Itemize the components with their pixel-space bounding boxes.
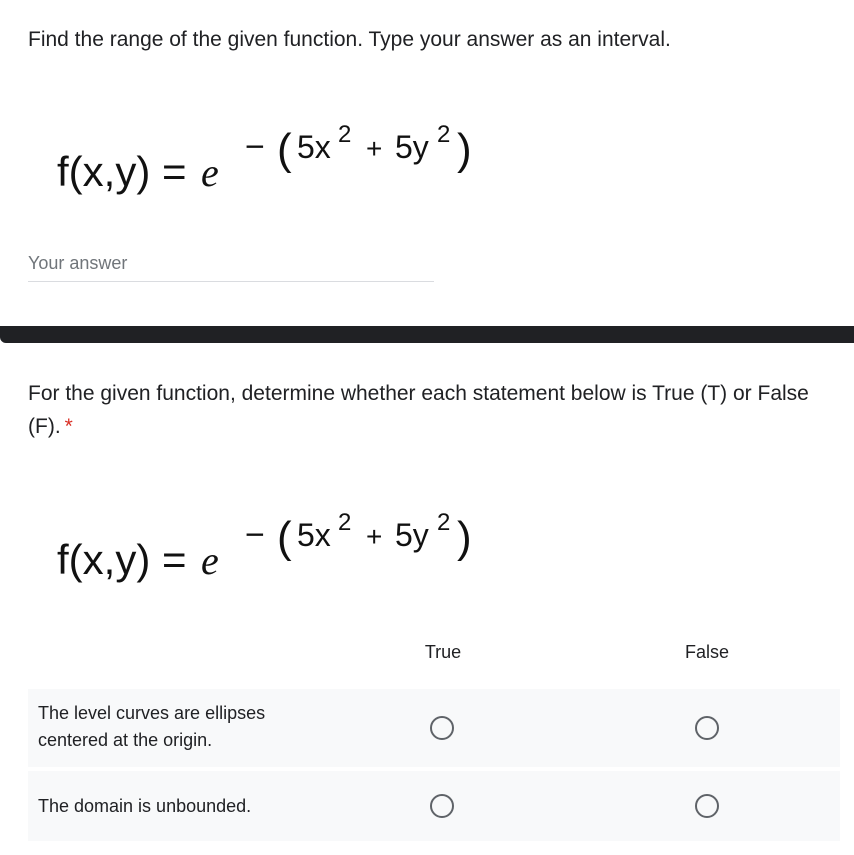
- function-formula-image: [55, 108, 495, 208]
- question-title-true-false: [28, 377, 828, 443]
- formula-exp-open: (: [277, 125, 292, 174]
- formula2-term1: 5x: [297, 517, 331, 553]
- formula-base: e: [201, 150, 219, 195]
- formula2-exp-close: ): [457, 513, 472, 562]
- formula2-exp-open: (: [277, 513, 292, 562]
- required-asterisk: *: [64, 415, 73, 438]
- row-label: The domain is unbounded.: [38, 796, 252, 816]
- formula2-term1-power: 2: [338, 509, 352, 536]
- formula2-term2-power: 2: [437, 509, 451, 536]
- formula-exponent-sign: −: [245, 128, 265, 166]
- column-header-true: True: [424, 642, 462, 662]
- radio-row1-true[interactable]: [430, 716, 454, 740]
- formula-lhs: f(x,y) =: [57, 148, 187, 195]
- column-header-false: False: [684, 642, 729, 662]
- formula-term1: 5x: [297, 129, 331, 165]
- formula-plus: +: [366, 133, 383, 164]
- formula-term2: 5y: [395, 129, 429, 165]
- radio-row1-false[interactable]: [695, 716, 719, 740]
- section-divider: [0, 326, 854, 343]
- formula2-term2: 5y: [395, 517, 429, 553]
- row-label: The level curves are ellipses centered at the origin.: [38, 703, 266, 750]
- question-card-range: [0, 0, 854, 326]
- formula2-exponent-sign: −: [245, 516, 265, 554]
- formula-svg: [55, 108, 495, 208]
- formula-term2-power: 2: [437, 121, 451, 148]
- formula2-plus: +: [366, 521, 383, 552]
- formula-term1-power: 2: [338, 121, 352, 148]
- formula-svg-2: [55, 496, 495, 596]
- radio-row2-false[interactable]: [695, 794, 719, 818]
- function-formula-image-2: [55, 496, 495, 596]
- radio-row2-true[interactable]: [430, 794, 454, 818]
- formula2-lhs: f(x,y) =: [57, 536, 187, 583]
- question-title-text: For the given function, determine whether each statement below is True (T) or False (F).: [28, 382, 809, 438]
- grid-row-level-curves: [28, 689, 840, 767]
- answer-field-container: [28, 249, 434, 282]
- formula2-base: e: [201, 538, 219, 583]
- question-title-range: Find the range of the given function. Type your answer as an interval.: [28, 28, 671, 51]
- range-answer-input[interactable]: [28, 249, 434, 277]
- grid-row-domain: [28, 771, 840, 841]
- formula-exp-close: ): [457, 125, 472, 174]
